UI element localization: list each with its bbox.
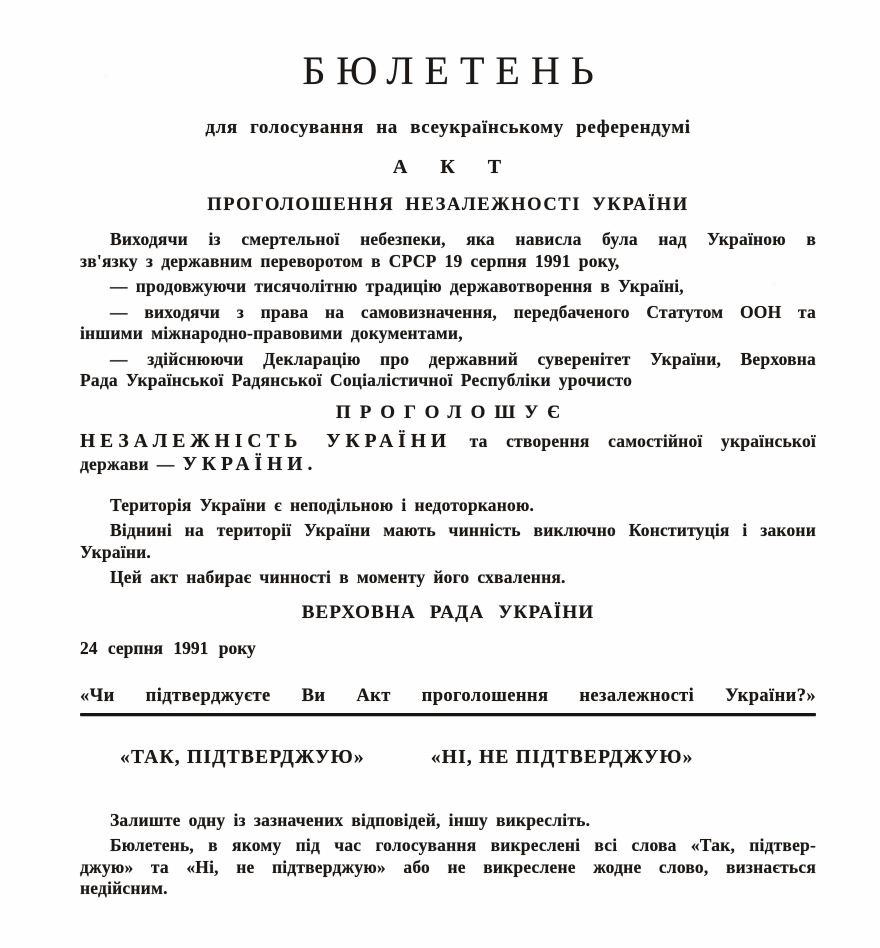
preamble: [80, 229, 816, 392]
authority-name: ВЕРХОВНА РАДА УКРАЇНИ: [301, 601, 595, 623]
answer-no: «НІ, НЕ ПІДТВЕРДЖУЮ»: [430, 746, 694, 768]
preamble-line: — виходячи з права на самовизначення, передбаченого Статутом ООН та: [110, 301, 816, 322]
preamble-line: зв'язку з державним переворотом в СРСР 19 серпня 1991 року,: [80, 250, 620, 271]
instruction-line: недійсним.: [80, 878, 168, 898]
proclamation-line-start: держави —: [80, 453, 175, 474]
proclamation-line-rest: та створення самостійної української: [469, 430, 816, 451]
provision-line: Віднині на території України мають чинність виключно Конституція і закони: [110, 520, 816, 540]
preamble-line: іншими міжнародно-правовими документами,: [80, 323, 463, 343]
proclaims-heading: ПРОГОЛОШУЄ: [335, 401, 570, 423]
proclamation-line: [80, 430, 816, 453]
provisions: [80, 495, 816, 589]
ballot-content: [0, 50, 880, 900]
answer-yes: «ТАК, ПІДТВЕРДЖУЮ»: [120, 746, 365, 768]
instructions: [80, 810, 816, 900]
preamble-line: — здійснюючи Декларацію про державний суверенітет України, Верховна: [110, 348, 816, 369]
ballot-title: БЮЛЕТЕНЬ: [302, 48, 605, 93]
question-underline: [80, 713, 816, 716]
act-heading: ПРОГОЛОШЕННЯ НЕЗАЛЕЖНОСТІ УКРАЇНИ: [207, 195, 689, 215]
preamble-line: Рада Української Радянської Соціалістичної Республіки урочисто: [80, 370, 633, 390]
instruction-line: Залиште одну із зазначених відповідей, іншу викресліть.: [110, 809, 591, 830]
ballot-subtitle: для голосування на всеукраїнському референдумі: [205, 117, 691, 138]
proclamation-line: [80, 453, 816, 476]
instruction-line: Бюлетень, в якому під час голосування викреслені всі слова «Так, підтвер-: [110, 835, 816, 855]
independence-emphasis: НЕЗАЛЕЖНІСТЬ УКРАЇНИ: [80, 430, 452, 452]
act-title: А К Т: [392, 156, 504, 178]
ukraine-emphasis: УКРАЇНИ.: [182, 453, 318, 475]
preamble-line: Виходячи із смертельної небезпеки, яка нависла була над Україною в: [110, 229, 816, 249]
instruction-line: джую» та «Ні, не підтверджую» або не викреслене жодне слово, визнається: [80, 856, 816, 877]
answers-row: [80, 747, 816, 768]
document-date: 24 серпня 1991 року: [80, 637, 256, 658]
provision-line: Цей акт набирає чинності в моменту його схвалення.: [110, 567, 566, 587]
provision-line: України.: [80, 541, 151, 562]
referendum-question: «Чи підтверджуєте Ви Акт проголошення незалежності України?»: [80, 685, 816, 706]
preamble-line: — продовжуючи тисячолітню традицію державотворення в Україні,: [110, 276, 684, 296]
provision-line: Територія України є неподільною і недоторканою.: [110, 494, 535, 515]
proclamation: [80, 430, 816, 476]
